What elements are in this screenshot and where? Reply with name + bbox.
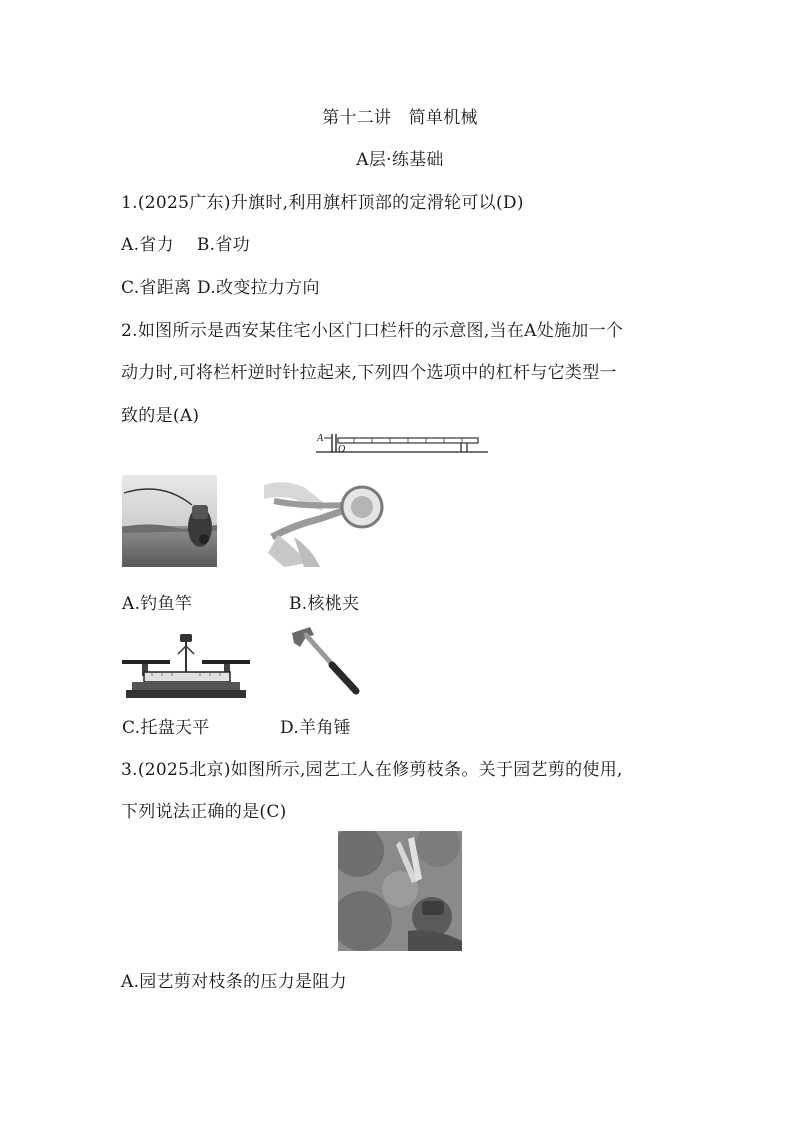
question-2-stem-line1: 2.如图所示是西安某住宅小区门口栏杆的示意图,当在A处施加一个 bbox=[121, 321, 624, 341]
gardener-pruning-photo bbox=[338, 831, 462, 951]
question-2-stem-line3: 致的是(A) bbox=[121, 406, 200, 426]
question-2-option-d: D.羊角锤 bbox=[280, 718, 351, 738]
point-a-label: A bbox=[317, 433, 324, 444]
fishing-rod-photo bbox=[122, 475, 217, 567]
claw-hammer-illustration bbox=[288, 625, 366, 697]
question-2-option-a: A.钓鱼竿 bbox=[122, 594, 193, 614]
question-3-option-a: A.园艺剪对枝条的压力是阻力 bbox=[121, 972, 347, 992]
section-heading: A层·练基础 bbox=[356, 150, 444, 170]
balance-scale-illustration bbox=[122, 630, 250, 702]
question-3-stem-line2: 下列说法正确的是(C) bbox=[121, 802, 287, 822]
question-1-options-ab: A.省力 B.省功 bbox=[121, 235, 250, 255]
pivot-o-label: O bbox=[338, 444, 346, 455]
question-2-option-c: C.托盘天平 bbox=[122, 718, 210, 738]
nutcracker-photo bbox=[264, 477, 390, 567]
page-title: 第十二讲 简单机械 bbox=[322, 108, 478, 128]
question-1-stem: 1.(2025广东)升旗时,利用旗杆顶部的定滑轮可以(D) bbox=[121, 193, 524, 213]
question-2-option-b: B.核桃夹 bbox=[289, 594, 360, 614]
question-2-stem-line2: 动力时,可将栏杆逆时针拉起来,下列四个选项中的杠杆与它类型一 bbox=[121, 363, 617, 383]
question-3-stem-line1: 3.(2025北京)如图所示,园艺工人在修剪枝条。关于园艺剪的使用, bbox=[121, 760, 623, 780]
barrier-gate-diagram bbox=[314, 428, 490, 456]
question-1-options-cd: C.省距离 D.改变拉力方向 bbox=[121, 278, 320, 298]
